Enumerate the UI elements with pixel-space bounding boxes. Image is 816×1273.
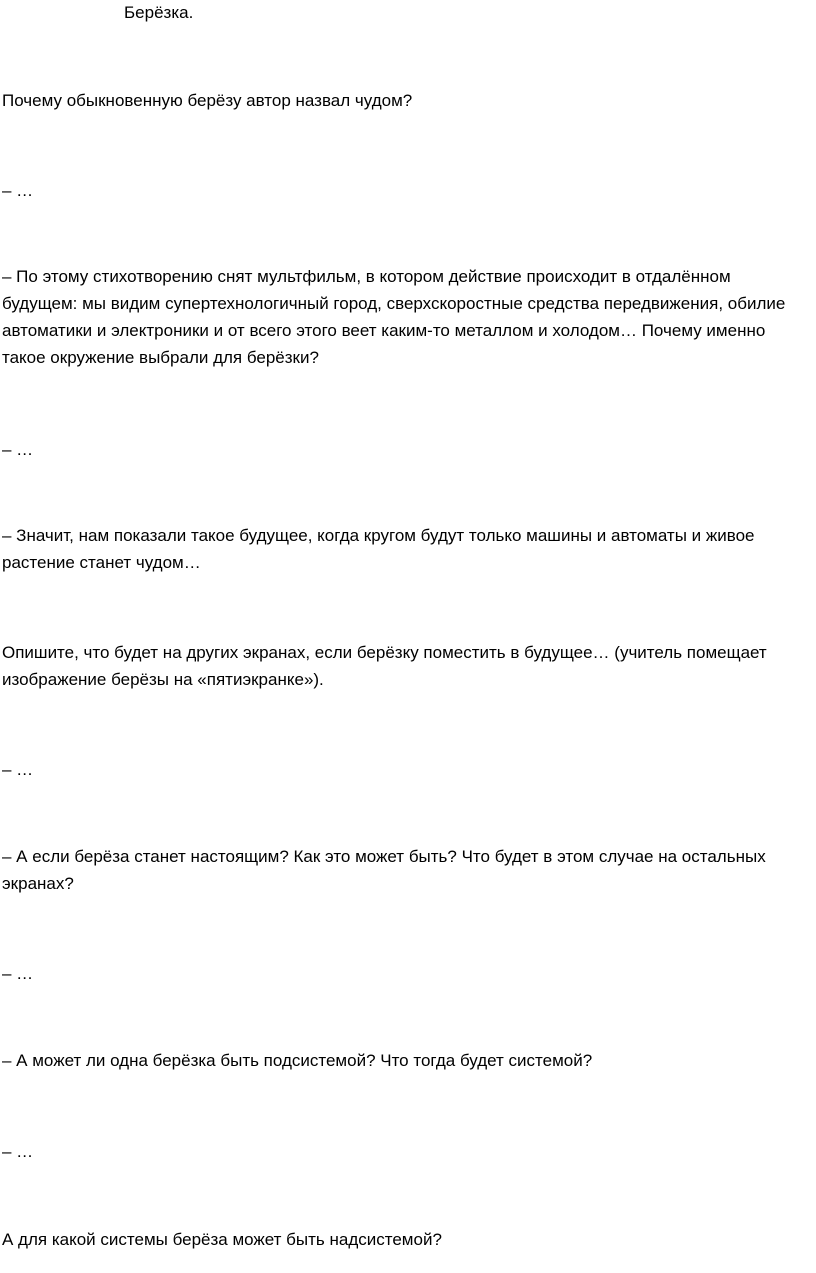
answer-placeholder: – … bbox=[2, 760, 34, 779]
dialogue-paragraph: – А если берёза станет настоящим? Как это может быть? Что будет в этом случае на остальных экранах? bbox=[2, 847, 766, 893]
question-paragraph: Опишите, что будет на других экранах, если берёзку поместить в будущее… (учитель помещает изображение берёзы на «пятиэкранке»). bbox=[2, 643, 767, 689]
document-title: Берёзка. bbox=[124, 3, 194, 22]
answer-placeholder: – … bbox=[2, 964, 34, 983]
question-paragraph: Почему обыкновенную берёзу автор назвал чудом? bbox=[2, 91, 413, 110]
dialogue-paragraph: – А может ли одна берёзка быть подсистемой? Что тогда будет системой? bbox=[2, 1051, 593, 1070]
answer-placeholder: – … bbox=[2, 181, 34, 200]
question-paragraph: А для какой системы берёза может быть надсистемой? bbox=[2, 1230, 442, 1249]
dialogue-paragraph: – Значит, нам показали такое будущее, когда кругом будут только машины и автоматы и живое растение станет чудом… bbox=[2, 526, 755, 572]
answer-placeholder: – … bbox=[2, 1142, 34, 1161]
answer-placeholder: – … bbox=[2, 440, 34, 459]
dialogue-paragraph: – По этому стихотворению снят мультфильм, в котором действие происходит в отдалённом будущем: мы видим супертехнологичный город, сверхскоростные средства передвижения, обилие автоматики и электроники и от всего этого веет каким-то металлом и холодом… Почему именно такое окружение выбрали для берёзки? bbox=[2, 267, 786, 367]
